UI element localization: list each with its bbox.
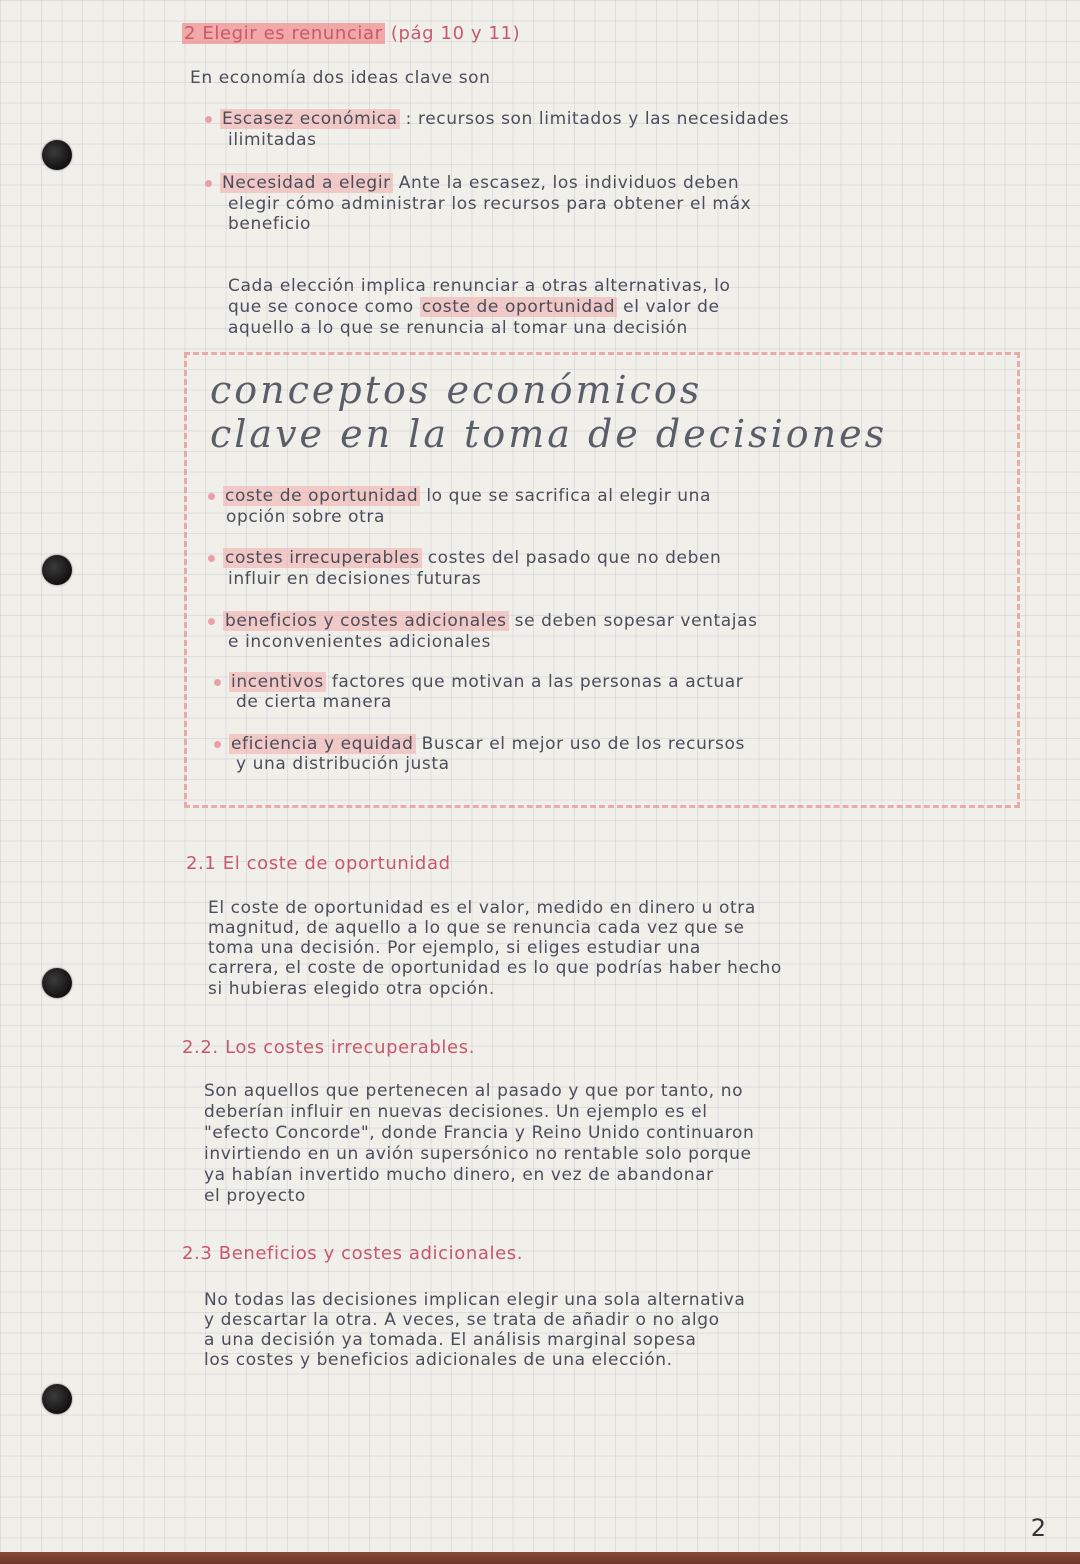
notebook-edge [0, 1552, 1080, 1564]
section-line: deberían influir en nuevas decisiones. Un ejemplo es el [204, 1102, 708, 1122]
idea-text: : recursos son limitados y las necesidades [405, 109, 790, 129]
concept-text: Buscar el mejor uso de los recursos [421, 734, 745, 754]
idea-text: elegir cómo administrar los recursos para obtener el máx [228, 194, 752, 214]
idea-text: ilimitadas [228, 130, 317, 150]
binder-hole [42, 1384, 72, 1414]
bullet-dot [214, 679, 221, 686]
section-title: 2.1 El coste de oportunidad [186, 853, 451, 874]
concept-text: factores que motivan a las personas a actuar [331, 672, 744, 692]
heading-title: 2 Elegir es renunciar [184, 23, 383, 44]
section-line: El coste de oportunidad es el valor, medido en dinero u otra [208, 898, 756, 918]
page-heading [182, 24, 520, 45]
opportunity-term: coste de oportunidad [421, 297, 616, 317]
binder-hole [42, 968, 72, 998]
opportunity-line: Cada elección implica renunciar a otras alternativas, lo [228, 276, 731, 296]
section-line: No todas las decisiones implican elegir una sola alternativa [204, 1290, 746, 1310]
concept-item [214, 672, 743, 693]
concept-term: beneficios y costes adicionales [225, 611, 507, 631]
binder-hole [42, 140, 72, 170]
bullet-dot [208, 618, 215, 625]
section-line: a una decisión ya tomada. El análisis marginal sopesa [204, 1330, 697, 1350]
idea-text: Ante la escasez, los individuos deben [398, 173, 740, 193]
section-line: "efecto Concorde", donde Francia y Reino Unido continuaron [204, 1123, 755, 1143]
bullet-dot [208, 555, 215, 562]
concept-term: costes irrecuperables [225, 548, 420, 568]
concept-text: y una distribución justa [236, 754, 450, 774]
section-line: toma una decisión. Por ejemplo, si eliges estudiar una [208, 938, 701, 958]
bullet-dot [205, 180, 212, 187]
concept-text: e inconvenientes adicionales [228, 632, 491, 652]
section-line: el proyecto [204, 1186, 306, 1206]
concept-item [208, 548, 721, 569]
bullet-dot [205, 116, 212, 123]
opportunity-pre: que se conoce como [228, 297, 414, 317]
concept-term: incentivos [231, 672, 324, 692]
idea-item [205, 109, 789, 130]
page-number: 2 [1030, 1514, 1046, 1542]
idea-item [205, 173, 739, 194]
section-line: los costes y beneficios adicionales de una elección. [204, 1350, 673, 1370]
section-line: y descartar la otra. A veces, se trata de añadir o no algo [204, 1310, 720, 1330]
section-line: magnitud, de aquello a lo que se renuncia cada vez que se [208, 918, 745, 938]
opportunity-line: aquello a lo que se renuncia al tomar una decisión [228, 318, 688, 338]
concept-item [214, 734, 745, 755]
concept-text: opción sobre otra [226, 507, 386, 527]
bullet-dot [214, 741, 221, 748]
concept-item [208, 486, 711, 507]
section-line: Son aquellos que pertenecen al pasado y que por tanto, no [204, 1081, 744, 1101]
concept-term: coste de oportunidad [225, 486, 419, 506]
idea-text: beneficio [228, 214, 312, 234]
concept-text: se deben sopesar ventajas [514, 611, 758, 631]
opportunity-line [228, 297, 720, 318]
box-title-line2: clave en la toma de decisiones [210, 412, 888, 456]
bullet-dot [208, 493, 215, 500]
concept-text: influir en decisiones futuras [228, 569, 482, 589]
section-title: 2.2. Los costes irrecuperables. [182, 1037, 476, 1058]
intro-line: En economía dos ideas clave son [190, 68, 491, 88]
binder-hole [42, 555, 72, 585]
section-line: carrera, el coste de oportunidad es lo que podrías haber hecho [208, 958, 782, 978]
section-title: 2.3 Beneficios y costes adicionales. [182, 1243, 524, 1264]
heading-pages: (pág 10 y 11) [390, 23, 521, 44]
idea-term: Necesidad a elegir [222, 173, 391, 193]
section-line: ya habían invertido mucho dinero, en vez de abandonar [204, 1165, 714, 1185]
section-line: invirtiendo en un avión supersónico no rentable solo porque [204, 1144, 752, 1164]
concept-text: costes del pasado que no deben [427, 548, 722, 568]
box-title-line1: conceptos económicos [210, 368, 703, 412]
section-line: si hubieras elegido otra opción. [208, 979, 495, 999]
idea-term: Escasez económica [222, 109, 398, 129]
opportunity-post: el valor de [623, 297, 720, 317]
concept-text: lo que se sacrifica al elegir una [426, 486, 712, 506]
concept-term: eficiencia y equidad [231, 734, 414, 754]
concept-text: de cierta manera [236, 692, 392, 712]
concept-item [208, 611, 758, 632]
